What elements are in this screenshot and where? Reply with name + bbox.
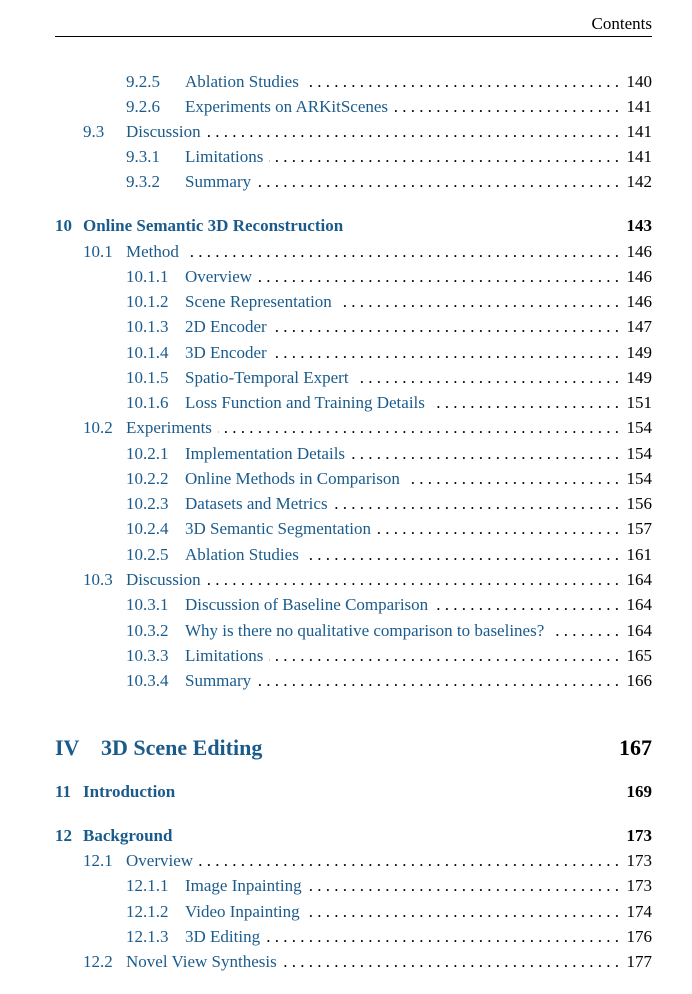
toc-leader-dots: [273, 315, 619, 339]
toc-entry-title[interactable]: Experiments on ARKitScenes: [185, 97, 389, 116]
toc-entry-number: 12.1.3: [126, 927, 169, 946]
toc-entry-number: 10.1: [83, 242, 113, 261]
toc-entry-title[interactable]: 3D Semantic Segmentation: [185, 519, 372, 538]
toc-leader-dots: [305, 543, 619, 567]
toc-entry-title[interactable]: Novel View Synthesis: [126, 952, 277, 971]
toc-section-entry[interactable]: [0, 543, 692, 567]
toc-entry-number: IV: [55, 735, 80, 760]
toc-leader-dots: [377, 517, 619, 541]
toc-entry-title[interactable]: Discussion: [126, 122, 201, 141]
toc-entry-page: 166: [626, 671, 652, 690]
toc-leader-dots: [258, 265, 619, 289]
toc-leader-dots: [257, 170, 619, 194]
toc-entry-title[interactable]: 3D Scene Editing: [101, 735, 263, 760]
toc-entry-number: 10.2.1: [126, 444, 169, 463]
toc-entry-page: 146: [626, 267, 652, 286]
toc-entry-number: 9.3.1: [126, 147, 160, 166]
toc-entry-page: 151: [626, 393, 652, 412]
toc-section-entry[interactable]: [0, 900, 692, 924]
toc-entry-title[interactable]: Scene Representation: [185, 292, 332, 311]
toc-section-entry[interactable]: [0, 568, 692, 592]
toc-entry-number: 10.1.4: [126, 343, 169, 362]
toc-section-entry[interactable]: [0, 391, 692, 415]
toc-entry-number: 10.1.5: [126, 368, 169, 387]
toc-entry-page: 149: [626, 343, 652, 362]
toc-entry-page: 154: [626, 418, 652, 437]
toc-section-entry[interactable]: [0, 849, 692, 873]
toc-entry-page: 177: [626, 952, 652, 971]
toc-entry-number: 12: [55, 826, 72, 845]
toc-entry-page: 164: [626, 570, 652, 589]
toc-entry-page: 142: [626, 172, 652, 191]
toc-entry-number: 12.1.1: [126, 876, 169, 895]
toc-chapter-entry[interactable]: [0, 780, 692, 804]
toc-entry-page: 141: [626, 147, 652, 166]
toc-entry-number: 10.2.4: [126, 519, 169, 538]
toc-entry-title[interactable]: Ablation Studies: [185, 545, 299, 564]
toc-section-entry[interactable]: [0, 170, 692, 194]
toc-entry-title[interactable]: Background: [83, 826, 173, 845]
toc-section-entry[interactable]: [0, 315, 692, 339]
toc-entry-page: 174: [626, 902, 652, 921]
toc-entry-title[interactable]: 2D Encoder: [185, 317, 267, 336]
toc-entry-page: 165: [626, 646, 652, 665]
toc-chapter-entry[interactable]: [0, 824, 692, 848]
toc-leader-dots: [305, 70, 619, 94]
toc-entry-number: 12.2: [83, 952, 113, 971]
toc-entry-title[interactable]: Loss Function and Training Details: [185, 393, 425, 412]
toc-leader-dots: [338, 290, 619, 314]
toc-entry-number: 12.1: [83, 851, 113, 870]
toc-leader-dots: [207, 568, 619, 592]
toc-section-entry[interactable]: [0, 517, 692, 541]
toc-entry-page: 173: [626, 876, 652, 895]
toc-section-entry[interactable]: [0, 619, 692, 643]
toc-entry-title[interactable]: Limitations: [185, 646, 264, 665]
toc-leader-dots: [266, 925, 619, 949]
toc-section-entry[interactable]: [0, 416, 692, 440]
toc-leader-dots: [334, 492, 619, 516]
toc-entry-number: 10.2.5: [126, 545, 169, 564]
toc-entry-page: 169: [626, 782, 652, 801]
toc-entry-title[interactable]: Discussion: [126, 570, 201, 589]
toc-leader-dots: [355, 366, 619, 390]
toc-entry-title[interactable]: Spatio-Temporal Expert: [185, 368, 349, 387]
toc-section-entry[interactable]: [0, 925, 692, 949]
toc-entry-title[interactable]: Ablation Studies: [185, 72, 299, 91]
toc-entry-number: 10.2.2: [126, 469, 169, 488]
toc-entry-page: 157: [626, 519, 652, 538]
toc-leader-dots: [351, 442, 619, 466]
toc-leader-dots: [283, 950, 619, 974]
toc-entry-title[interactable]: 3D Encoder: [185, 343, 267, 362]
toc-entry-number: 12.1.2: [126, 902, 169, 921]
toc-section-entry[interactable]: [0, 120, 692, 144]
toc-entry-number: 10.1.2: [126, 292, 169, 311]
toc-entry-title[interactable]: Method: [126, 242, 179, 261]
toc-section-entry[interactable]: [0, 290, 692, 314]
toc-entry-page: 164: [626, 595, 652, 614]
toc-section-entry[interactable]: [0, 950, 692, 974]
toc-entry-number: 10.1.1: [126, 267, 169, 286]
toc-entry-number: 10: [55, 216, 72, 235]
toc-leader-dots: [273, 341, 619, 365]
toc-leader-dots: [308, 874, 619, 898]
toc-entry-number: 10.3.3: [126, 646, 169, 665]
toc-entry-title[interactable]: Datasets and Metrics: [185, 494, 328, 513]
toc-leader-dots: [306, 900, 619, 924]
toc-entry-page: 164: [626, 621, 652, 640]
toc-entry-title[interactable]: Summary: [185, 172, 252, 191]
toc-leader-dots: [207, 120, 619, 144]
toc-entry-page: 140: [626, 72, 652, 91]
toc-leader-dots: [257, 669, 619, 693]
toc-entry-number: 10.3.2: [126, 621, 169, 640]
toc-section-entry[interactable]: [0, 240, 692, 264]
toc-entry-number: 10.3.1: [126, 595, 169, 614]
toc-entry-title[interactable]: Overview: [126, 851, 194, 870]
toc-entry-title[interactable]: 3D Editing: [185, 927, 261, 946]
toc-entry-page: 173: [626, 851, 652, 870]
toc-section-entry[interactable]: [0, 669, 692, 693]
toc-section-entry[interactable]: [0, 492, 692, 516]
toc-leader-dots: [269, 145, 619, 169]
toc-entry-number: 10.3.4: [126, 671, 169, 690]
toc-entry-page: 176: [626, 927, 652, 946]
toc-leader-dots: [550, 619, 619, 643]
toc-entry-page: 154: [626, 469, 652, 488]
toc-entry-title[interactable]: Implementation Details: [185, 444, 346, 463]
toc-chapter-entry[interactable]: [0, 733, 692, 763]
toc-section-entry[interactable]: [0, 874, 692, 898]
toc-entry-page: 143: [626, 216, 652, 235]
toc-entry-title[interactable]: Video Inpainting: [185, 902, 300, 921]
toc-section-entry[interactable]: [0, 341, 692, 365]
toc-entry-title[interactable]: Experiments: [126, 418, 212, 437]
toc-entry-number: 10.1.3: [126, 317, 169, 336]
toc-entry-page: 173: [626, 826, 652, 845]
toc-entry-title[interactable]: Why is there no qualitative comparison to baselines?: [185, 621, 545, 640]
toc-entry-title[interactable]: Discussion of Baseline Comparison: [185, 595, 429, 614]
toc-entry-title[interactable]: Overview: [185, 267, 253, 286]
toc-leader-dots: [431, 391, 619, 415]
toc-entry-page: 141: [626, 97, 652, 116]
toc-chapter-entry[interactable]: [0, 214, 692, 238]
toc-leader-dots: [394, 95, 619, 119]
running-header: [55, 13, 652, 37]
toc-section-entry[interactable]: [0, 467, 692, 491]
toc-entry-title[interactable]: Introduction: [83, 782, 176, 801]
toc-leader-dots: [434, 593, 619, 617]
running-title: Contents: [591, 14, 652, 33]
toc-leader-dots: [185, 240, 619, 264]
toc-entry-number: 9.3: [83, 122, 105, 141]
toc-leader-dots: [218, 416, 619, 440]
toc-entry-page: 146: [626, 292, 652, 311]
toc-leader-dots: [406, 467, 619, 491]
toc-entry-title[interactable]: Image Inpainting: [185, 876, 302, 895]
toc-entry-title[interactable]: Online Semantic 3D Reconstruction: [83, 216, 344, 235]
toc-entry-number: 11: [55, 782, 72, 801]
toc-entry-number: 9.2.5: [126, 72, 160, 91]
toc-entry-title[interactable]: Limitations: [185, 147, 264, 166]
toc-entry-page: 147: [626, 317, 652, 336]
toc-entry-number: 10.2: [83, 418, 113, 437]
toc-entry-number: 9.3.2: [126, 172, 160, 191]
toc-section-entry[interactable]: [0, 265, 692, 289]
toc-entry-number: 10.3: [83, 570, 113, 589]
toc-entry-page: 154: [626, 444, 652, 463]
toc-leader-dots: [199, 849, 619, 873]
toc-entry-page: 149: [626, 368, 652, 387]
toc-entry-page: 141: [626, 122, 652, 141]
toc-section-entry[interactable]: [0, 366, 692, 390]
toc-section-entry[interactable]: [0, 145, 692, 169]
toc-section-entry[interactable]: [0, 95, 692, 119]
toc-entry-page: 167: [619, 735, 652, 760]
toc-section-entry[interactable]: [0, 644, 692, 668]
toc-entry-page: 161: [626, 545, 652, 564]
toc-leader-dots: [269, 644, 619, 668]
toc-section-entry[interactable]: [0, 442, 692, 466]
toc-entry-number: 9.2.6: [126, 97, 160, 116]
toc-entry-title[interactable]: Summary: [185, 671, 252, 690]
toc-entry-number: 10.1.6: [126, 393, 169, 412]
toc-entry-page: 156: [626, 494, 652, 513]
toc-entry-title[interactable]: Online Methods in Comparison: [185, 469, 400, 488]
toc-section-entry[interactable]: [0, 593, 692, 617]
toc-entry-number: 10.2.3: [126, 494, 169, 513]
toc-entry-page: 146: [626, 242, 652, 261]
toc-section-entry[interactable]: [0, 70, 692, 94]
